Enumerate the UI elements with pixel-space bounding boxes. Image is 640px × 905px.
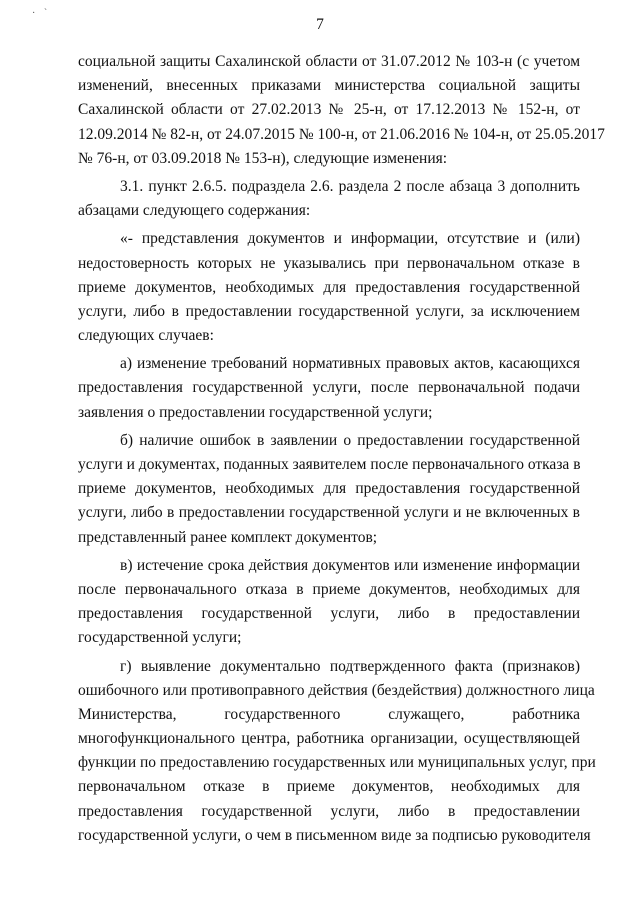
text-line: изменений, внесенных приказами министерства социальной защиты [78, 77, 580, 95]
text-line: Министерства, государственного служащего, работника [78, 705, 580, 723]
text-line: Сахалинской области от 27.02.2013 № 25-н, от 17.12.2013 № 152-н, от [78, 101, 580, 119]
text-line: услуги, либо в предоставлении государственной услуги, за исключением [78, 302, 580, 320]
text-line: многофункционального центра, работника организации, осуществляющей [78, 730, 580, 748]
page-number: 7 [316, 16, 324, 33]
text-line: после первоначального отказа в приеме документов, необходимых для [78, 580, 580, 598]
document-body [78, 50, 605, 848]
text-line: «- представления документов и информации, отсутствие и (или) [120, 230, 580, 248]
text-line: услуги, либо в предоставлении государственной услуги и не включенных в [78, 504, 580, 522]
text-line: ошибочного или противоправного действия (бездействия) должностного лица [78, 681, 595, 699]
text-line: предоставления государственной услуги, либо в предоставлении [78, 802, 580, 820]
text-line: № 76-н, от 03.09.2018 № 153-н), следующие изменения: [78, 149, 448, 167]
text-line: функции по предоставлению государственных или муниципальных услуг, при [78, 754, 596, 772]
text-line: недостоверность которых не указывались при первоначальном отказе в [78, 254, 580, 272]
text-line: социальной защиты Сахалинской области от 31.07.2012 № 103-н (с учетом [78, 53, 580, 70]
corner-mark: · ` [32, 8, 51, 19]
text-line: государственной услуги; [78, 629, 242, 647]
text-line: абзацами следующего содержания: [78, 202, 311, 220]
text-line: предоставления государственной услуги, после первоначальной подачи [78, 379, 580, 397]
text-line: представленный ранее комплект документов; [78, 528, 378, 546]
text-line: приеме документов, необходимых для предоставления государственной [78, 480, 580, 498]
text-line: заявления о предоставлении государственной услуги; [78, 403, 433, 421]
text-line: в) истечение срока действия документов или изменение информации [120, 556, 580, 574]
text-line: услуги и документах, поданных заявителем после первоначального отказа в [78, 456, 581, 473]
text-line: г) выявление документально подтвержденного факта (признаков) [120, 657, 580, 675]
text-line: первоначальном отказе в приеме документов, необходимых для [78, 778, 580, 796]
text-line: 12.09.2014 № 82-н, от 24.07.2015 № 100-н, от 21.06.2016 № 104-н, от 25.05.2017 [78, 125, 605, 143]
text-line: б) наличие ошибок в заявлении о предоставлении государственной [120, 431, 580, 449]
text-line: а) изменение требований нормативных правовых актов, касающихся [120, 355, 580, 373]
text-line: 3.1. пункт 2.6.5. подраздела 2.6. раздела 2 после абзаца 3 дополнить [120, 177, 580, 195]
text-line: государственной услуги, о чем в письменном виде за подписью руководителя [78, 826, 591, 844]
text-line: предоставления государственной услуги, либо в предоставлении [78, 605, 580, 623]
text-line: следующих случаев: [78, 327, 214, 345]
text-line: приеме документов, необходимых для предоставления государственной [78, 278, 580, 296]
